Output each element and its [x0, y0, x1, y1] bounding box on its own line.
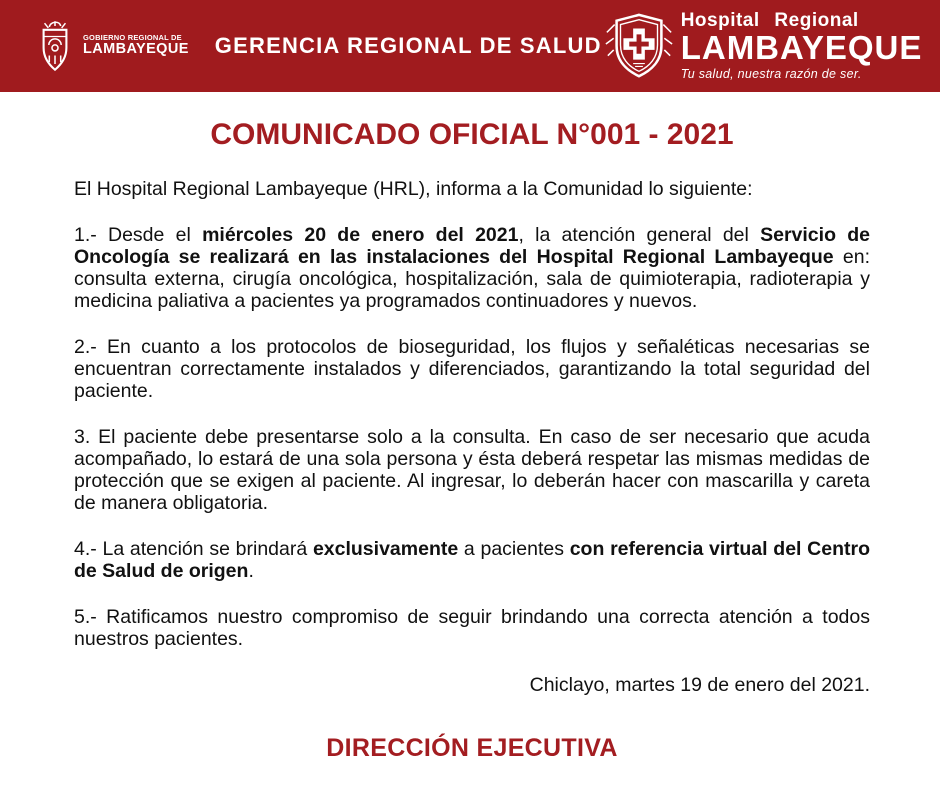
regional-government-crest-icon [36, 18, 74, 74]
header-bar [0, 0, 940, 92]
org-small-label: GOBIERNO REGIONAL DE [83, 33, 182, 43]
gerencia-title: GERENCIA REGIONAL DE SALUD [214, 33, 602, 58]
page-title: COMUNICADO OFICIAL N°001 - 2021 [210, 118, 734, 151]
hospital-tagline: Tu salud, nuestra razón de ser. [680, 67, 862, 82]
regional-government-name [83, 34, 189, 57]
paragraph: 2.- En cuanto a los protocolos de bioseguridad, los flujos y señaléticas necesarias se encuentran correctamente instalados y diferenciados, garantizando la total seguridad del paciente. [74, 336, 870, 402]
communique-body [0, 92, 940, 763]
regional-government-logo [36, 18, 602, 74]
org-name-label: LAMBAYEQUE [83, 41, 189, 58]
paragraph: 5.- Ratificamos nuestro compromiso de seguir brindando una correcta atención a todos nuestros pacientes. [74, 606, 870, 650]
hospital-name-line1: Hospital Regional [680, 10, 859, 32]
dateline: Chiclayo, martes 19 de enero del 2021. [529, 674, 870, 696]
hospital-name-line2: LAMBAYEQUE [680, 29, 923, 67]
hospital-logo [602, 9, 923, 83]
paragraph: 3. El paciente debe presentarse solo a la consulta. En caso de ser necesario que acuda acompañado, lo estará de una sola persona y ésta deberá respetar las mismas medidas de protección que se exigen al paciente. Al ingresar, lo deberán hacer con mascarilla y careta de manera obligatoria. [74, 426, 870, 514]
paragraphs [74, 224, 870, 650]
hospital-name [681, 11, 923, 81]
intro-line: El Hospital Regional Lambayeque (HRL), informa a la Comunidad lo siguiente: [74, 178, 753, 200]
paragraph: 4.- La atención se brindará exclusivamente a pacientes con referencia virtual del Centro de Salud de origen. [74, 538, 871, 582]
signature-title: DIRECCIÓN EJECUTIVA [326, 734, 618, 762]
hospital-shield-cross-icon [602, 9, 676, 83]
paragraph: 1.- Desde el miércoles 20 de enero del 2021, la atención general del Servicio de Oncología se realizará en las instalaciones del Hospital Regional Lambayeque en: consulta externa, cirugía oncológica, hospitalización, sala de quimioterapia, radioterapia y medicina paliativa a pacientes ya programados continuadores y nuevos. [74, 224, 870, 312]
